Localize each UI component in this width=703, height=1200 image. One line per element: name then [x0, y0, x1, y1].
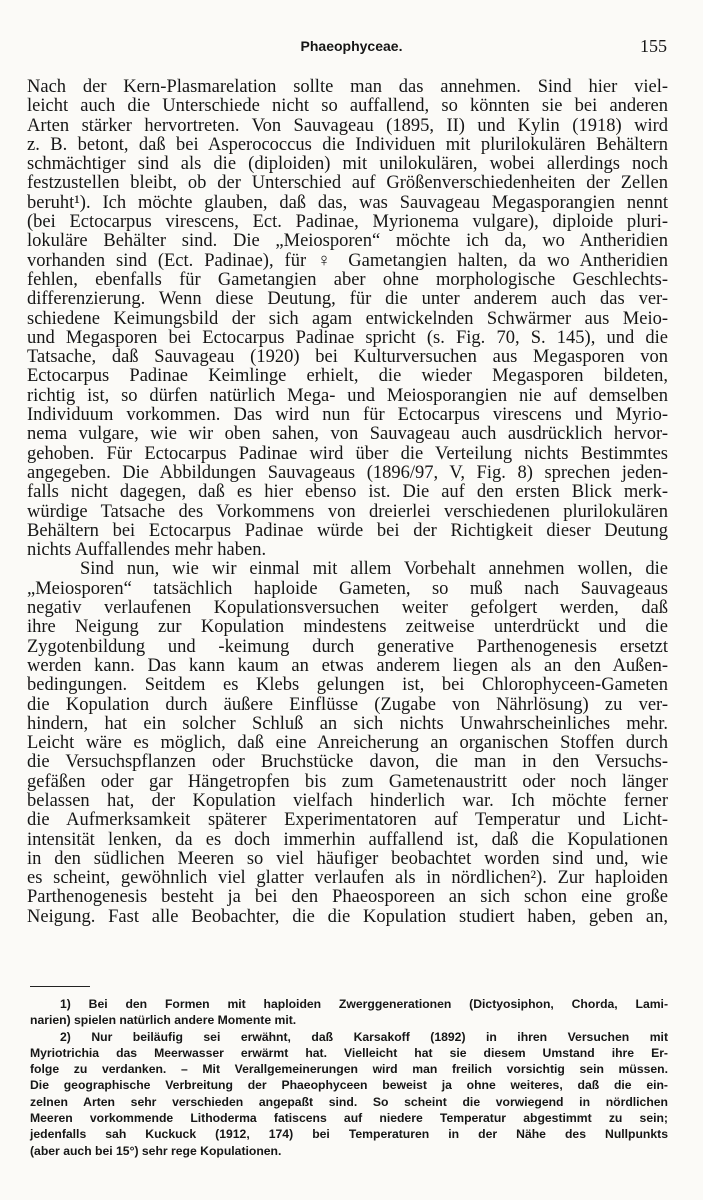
text-line: ihre Neigung zur Kopulation mindestens zeitweise unterdrückt und die — [27, 617, 668, 638]
text-line: leicht auch die Unterschiede nicht so auffallend, so könnten sie bei anderen — [27, 96, 668, 117]
footnote-line: folge zu verdanken. – Mit Verallgemeinerungen wird man freilich vorsichtig sein müssen. — [30, 1062, 668, 1077]
page-number: 155 — [640, 36, 667, 56]
text-line: vorhanden sind (Ect. Padinae), für ♀ Gametangien halten, da wo Antheridien — [27, 250, 668, 271]
text-line: hindern, hat ein solcher Schluß an sich nichts Unwahrscheinliches mehr. — [27, 713, 668, 734]
text-line: Behältern bei Ectocarpus Padinae würde bei der Richtigkeit dieser Deutung — [27, 520, 668, 541]
text-line: die Versuchspflanzen oder Bruchstücke davon, die man in den Versuchs- — [27, 752, 668, 773]
footnote-line: 2) Nur beiläufig sei erwähnt, daß Karsakoff (1892) in ihren Versuchen mit — [60, 1029, 668, 1044]
text-line: nichts Auffallendes mehr haben. — [27, 540, 267, 561]
footnotes — [30, 996, 668, 1159]
text-line: lokuläre Behälter sind. Die „Meiosporen“ möchte ich da, wo Antheridien — [27, 231, 668, 252]
text-line: es scheint, gewöhnlich viel glatter verlaufen als in nördlichen²). Zur haploiden — [27, 868, 668, 889]
text-line: gefäßen oder gar Hängetropfen bis zum Gametenaustritt oder noch länger — [27, 771, 668, 792]
text-line: falls nicht dagegen, daß es hier ebenso ist. Die auf den ersten Blick merk- — [27, 482, 668, 503]
text-line: Neigung. Fast alle Beobachter, die die Kopulation studiert haben, geben an, — [27, 906, 668, 927]
text-line: „Meiosporen“ tatsächlich haploide Gameten, so muß nach Sauvageaus — [27, 578, 668, 599]
text-line: festzustellen bleibt, ob der Unterschied auf Größenverschiedenheiten der Zellen — [27, 173, 668, 194]
footnote-line: 1) Bei den Formen mit haploiden Zwerggenerationen (Dictyosiphon, Chorda, Lami- — [60, 997, 668, 1011]
paragraph-1 — [27, 78, 668, 560]
text-line: beruht¹). Ich möchte glauben, daß das, was Sauvageau Megasporangien nennt — [27, 192, 668, 213]
text-line: würdige Tatsache des Vorkommens von dreierlei verschiedenen plurilokulären — [27, 501, 668, 522]
paragraph-2 — [27, 560, 668, 927]
text-line: Ectocarpus Padinae Keimlinge erhielt, die wieder Megasporen bildeten, — [27, 366, 668, 387]
text-line: Nach der Kern-Plasmarelation sollte man das annehmen. Sind hier viel- — [27, 77, 668, 97]
text-line: (bei Ectocarpus virescens, Ect. Padinae, Myrionema vulgare), diploide pluri- — [27, 212, 668, 233]
text-line: gehoben. Für Ectocarpus Padinae wird über die Verteilung nichts Bestimmtes — [27, 443, 668, 464]
text-line: belassen hat, der Kopulation vielfach hinderlich war. Ich möchte ferner — [27, 790, 668, 811]
text-line: und Megasporen bei Ectocarpus Padinae spricht (s. Fig. 70, S. 145), und die — [27, 327, 668, 348]
text-line: Tatsache, daß Sauvageau (1920) bei Kulturversuchen aus Megasporen von — [27, 347, 668, 368]
text-line: nema vulgare, wie wir oben sahen, von Sauvageau auch ausdrücklich hervor- — [27, 424, 668, 445]
footnote-rule — [30, 986, 90, 987]
text-line: Leicht wäre es möglich, daß eine Anreicherung an organischen Stoffen durch — [27, 733, 668, 754]
text-line: fehlen, ebenfalls für Gametangien aber ohne morphologische Geschlechts- — [27, 269, 668, 290]
text-line: negativ verlaufenen Kopulationsversuchen weiter gefolgert werden, daß — [27, 598, 668, 619]
text-line: Sind nun, wie wir einmal mit allem Vorbehalt annehmen wollen, die — [80, 559, 668, 580]
text-line: differenzierung. Wenn diese Deutung, für die unter anderem auch das ver- — [27, 289, 668, 310]
text-line: Zygotenbildung und -keimung durch generative Parthenogenesis ersetzt — [27, 636, 668, 657]
footnote-line: jedenfalls sah Kuckuck (1912, 174) bei Temperaturen in der Nähe des Nullpunkts — [30, 1127, 668, 1142]
text-line: richtig ist, so dürfen natürlich Mega- und Meiosporangien nie auf demselben — [27, 385, 668, 406]
text-line: in den südlichen Meeren so viel häufiger beobachtet worden sind und, wie — [27, 848, 668, 869]
running-head — [0, 36, 703, 60]
footnote-line: Myriotrichia das Meerwasser erwärmt hat. Vielleicht hat sie diesem Umstand ihre Er- — [30, 1045, 668, 1060]
footnote-line: Meeren vorkommende Lithoderma fatiscens auf niedere Temperatur abgestimmt zu sein; — [30, 1111, 668, 1126]
text-line: die Kopulation durch äußere Einflüsse (Zugabe von Nährlösung) zu ver- — [27, 694, 668, 715]
text-line: die Aufmerksamkeit späterer Experimentatoren auf Temperatur und Licht- — [27, 810, 668, 831]
text-line: angegeben. Die Abbildungen Sauvageaus (1896/97, V, Fig. 8) sprechen jeden- — [27, 462, 668, 483]
text-line: schiedene Keimungsbild der sich agam entwickelnden Schwärmer aus Meio- — [27, 308, 668, 329]
text-line: Arten stärker hervortreten. Von Sauvageau (1895, II) und Kylin (1918) wird — [27, 115, 668, 136]
text-line: schmächtiger sind als die (diploiden) mit unilokulären, wobei allerdings noch — [27, 154, 668, 175]
footnote-line: zelnen Arten sehr verschieden angepaßt sind. So scheint die vorwiegend in nördlichen — [30, 1094, 668, 1109]
text-line: Parthenogenesis besteht ja bei den Phaeosporeen an sich schon eine große — [27, 887, 668, 908]
footnote-line: (aber auch bei 15°) sehr rege Kopulationen. — [30, 1143, 282, 1158]
footnote-line: narien) spielen natürlich andere Momente mit. — [30, 1013, 297, 1028]
running-title: Phaeophyceae. — [300, 38, 403, 54]
text-line: z. B. betont, daß bei Asperococcus die Individuen mit plurilokulären Behältern — [27, 134, 668, 155]
text-line: intensität lenken, da es doch immerhin auffallend ist, daß die Kopulationen — [27, 829, 668, 850]
main-text — [27, 78, 668, 927]
text-line: bedingungen. Seitdem es Klebs gelungen ist, bei Chlorophyceen-Gameten — [27, 675, 668, 696]
footnote-line: Die geographische Verbreitung der Phaeophyceen beweist ja ohne weiteres, daß die ein- — [30, 1078, 668, 1093]
text-line: werden kann. Das kann kaum an etwas anderem liegen als an den Außen- — [27, 655, 668, 676]
text-line: Individuum vorkommen. Das wird nun für Ectocarpus virescens und Myrio- — [27, 405, 668, 426]
